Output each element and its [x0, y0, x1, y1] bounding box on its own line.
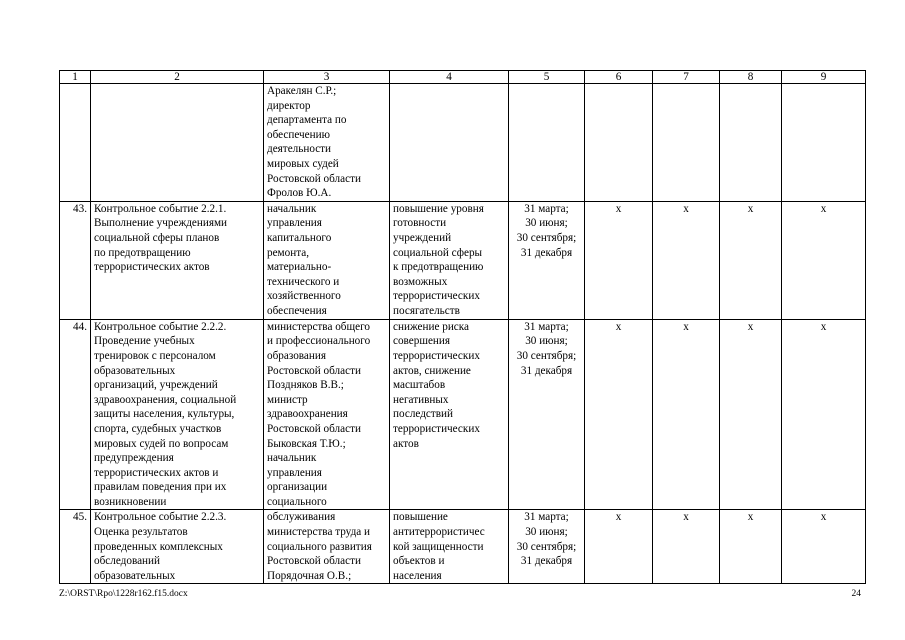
measures-table — [59, 70, 866, 584]
event-cell — [91, 84, 264, 202]
event-cell: Контрольное событие 2.2.3. Оценка результатов проведенных комплексных обследований образовательных — [91, 510, 264, 584]
table-row — [60, 319, 866, 510]
col7-cell: х — [653, 201, 720, 319]
col9-cell: х — [782, 201, 866, 319]
header-cell: 7 — [653, 71, 720, 84]
header-cell: 4 — [390, 71, 509, 84]
col6-cell: х — [585, 319, 653, 510]
event-cell: Контрольное событие 2.2.2. Проведение учебных тренировок с персоналом образовательных организаций, учреждений здравоохранения, социальной защиты населения, культуры, спорта, судебных участков мировых судей по вопросам предупреждения террористических актов и правилам поведения при их возникновении — [91, 319, 264, 510]
dates-cell: 31 марта; 30 июня; 30 сентября; 31 декабря — [509, 319, 585, 510]
header-cell: 3 — [264, 71, 390, 84]
responsible-cell: обслуживания министерства труда и социального развития Ростовской области Порядочная О.В.; — [264, 510, 390, 584]
col8-cell — [720, 84, 782, 202]
header-cell: 6 — [585, 71, 653, 84]
col6-cell: х — [585, 201, 653, 319]
responsible-cell: Аракелян С.Р.; директор департамента по обеспечению деятельности мировых судей Ростовской области Фролов Ю.А. — [264, 84, 390, 202]
col9-cell — [782, 84, 866, 202]
row-number: 45. — [60, 510, 91, 584]
col6-cell — [585, 84, 653, 202]
header-cell: 8 — [720, 71, 782, 84]
result-cell: снижение риска совершения террористических актов, снижение масштабов негативных последствий террористических актов — [390, 319, 509, 510]
responsible-cell: министерства общего и профессионального образования Ростовской области Поздняков В.В.; министр здравоохранения Ростовской области Быковская Т.Ю.; начальник управления организации социального — [264, 319, 390, 510]
table-row — [60, 201, 866, 319]
table-row — [60, 510, 866, 584]
table-row — [60, 84, 866, 202]
dates-cell: 31 марта; 30 июня; 30 сентября; 31 декабря — [509, 510, 585, 584]
col9-cell: х — [782, 510, 866, 584]
row-number: 43. — [60, 201, 91, 319]
header-cell: 5 — [509, 71, 585, 84]
result-cell: повышение уровня готовности учреждений социальной сферы к предотвращению возможных террористических посягательств — [390, 201, 509, 319]
col8-cell: х — [720, 319, 782, 510]
col7-cell: х — [653, 319, 720, 510]
row-number — [60, 84, 91, 202]
page-number: 24 — [851, 589, 861, 599]
col7-cell — [653, 84, 720, 202]
header-cell: 2 — [91, 71, 264, 84]
row-number: 44. — [60, 319, 91, 510]
header-cell: 1 — [60, 71, 91, 84]
col6-cell: х — [585, 510, 653, 584]
event-cell: Контрольное событие 2.2.1. Выполнение учреждениями социальной сферы планов по предотвращению террористических актов — [91, 201, 264, 319]
dates-cell — [509, 84, 585, 202]
responsible-cell: начальник управления капитального ремонта, материально- технического и хозяйственного обеспечения — [264, 201, 390, 319]
col7-cell: х — [653, 510, 720, 584]
col8-cell: х — [720, 510, 782, 584]
file-path-footer: Z:\ORST\Rpo\1228r162.f15.docx — [59, 589, 188, 599]
header-cell: 9 — [782, 71, 866, 84]
result-cell — [390, 84, 509, 202]
col8-cell: х — [720, 201, 782, 319]
table-header-row — [60, 71, 866, 84]
dates-cell: 31 марта; 30 июня; 30 сентября; 31 декабря — [509, 201, 585, 319]
result-cell: повышение антитеррористичес кой защищенности объектов и населения — [390, 510, 509, 584]
col9-cell: х — [782, 319, 866, 510]
